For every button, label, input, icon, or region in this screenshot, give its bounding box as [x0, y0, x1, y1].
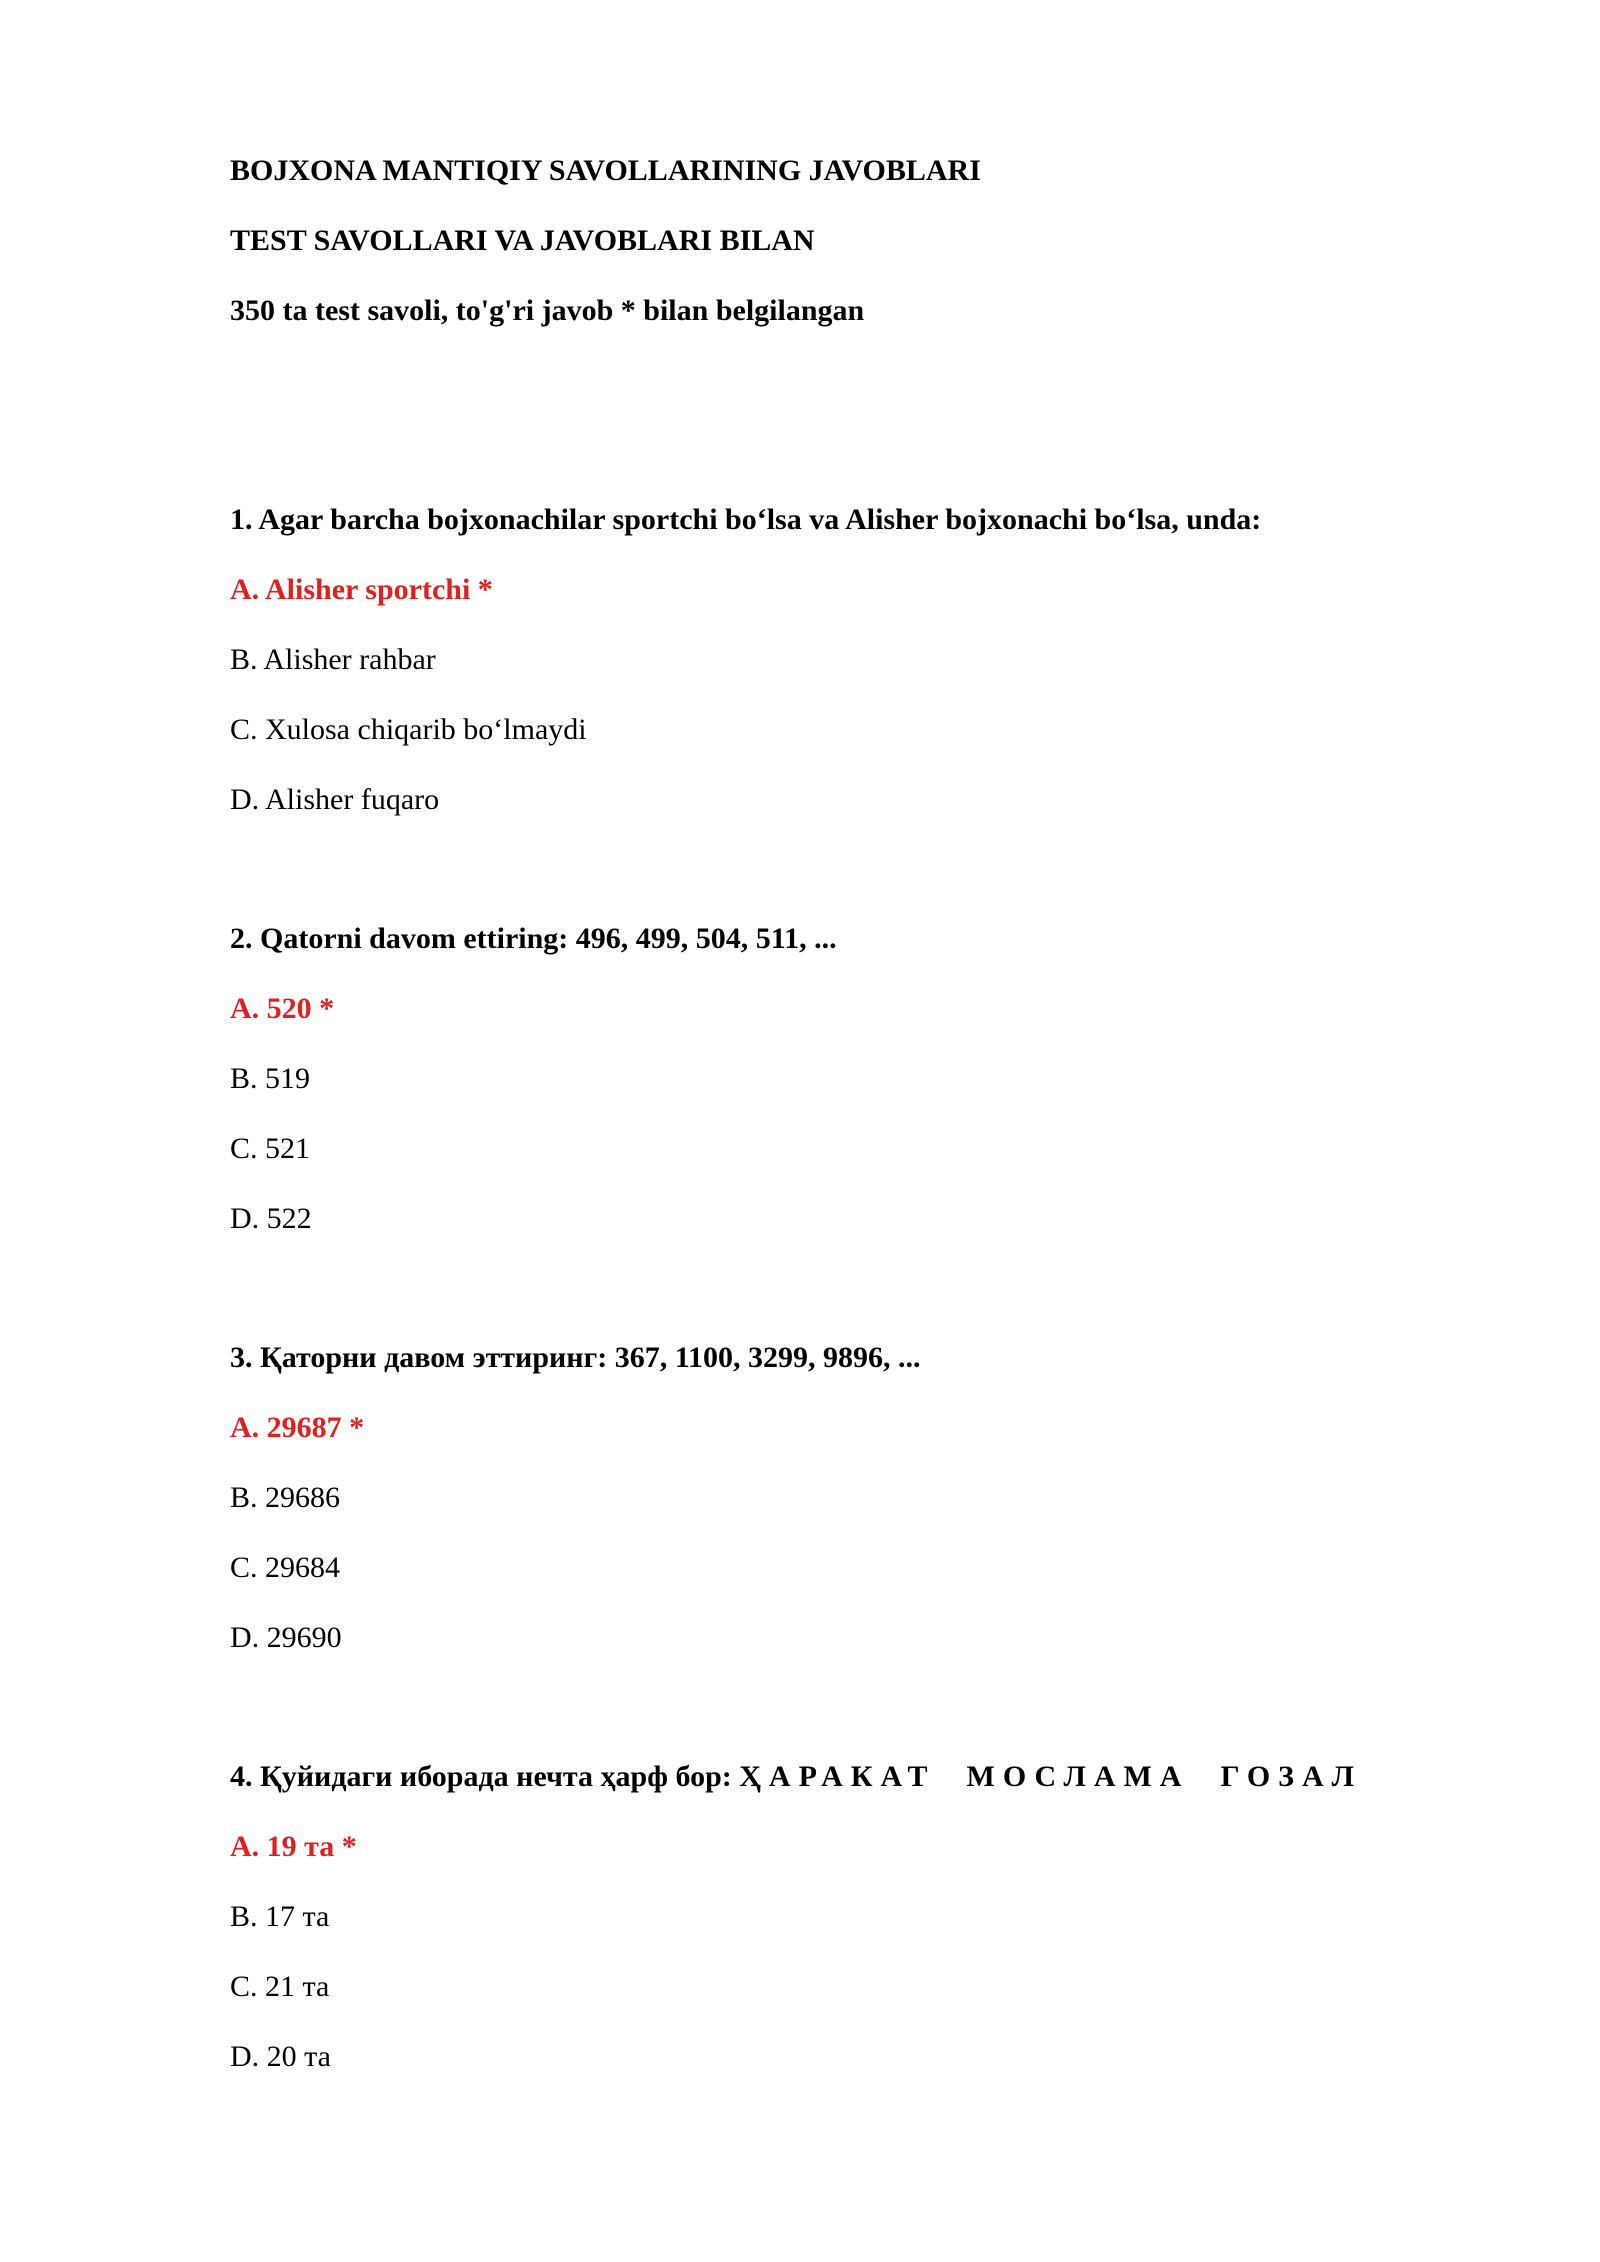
question-4-option-a-correct: A. 19 та *: [230, 1830, 357, 1863]
question-4-option-d: D. 20 та: [230, 2040, 331, 2073]
question-2-option-a-correct: A. 520 *: [230, 992, 335, 1025]
question-3-option-b: B. 29686: [230, 1481, 341, 1514]
question-4-option-c: C. 21 та: [230, 1970, 330, 2003]
document-subtitle: 350 ta test savoli, to'g'ri javob * bilan belgilangan: [230, 294, 865, 327]
document-title: BOJXONA MANTIQIY SAVOLLARINING JAVOBLARI: [230, 154, 981, 187]
question-1-option-b: B. Alisher rahbar: [230, 643, 436, 676]
document-title-secondary: TEST SAVOLLARI VA JAVOBLARI BILAN: [230, 224, 815, 257]
question-3-text: 3. Қаторни давом эттиринг: 367, 1100, 3299, 9896, ...: [230, 1341, 921, 1374]
question-2-text: 2. Qatorni davom ettiring: 496, 499, 504, 511, ...: [230, 922, 837, 955]
question-2-option-c: C. 521: [230, 1132, 311, 1165]
question-4-text-prefix: 4. Қуйидаги иборада нечта ҳарф бор:: [230, 1760, 740, 1793]
question-3-option-c: C. 29684: [230, 1551, 341, 1584]
question-4-text: [230, 1759, 1362, 1795]
question-4-option-b: B. 17 та: [230, 1900, 330, 1933]
question-4-text-letters: ҲАРАКАТ МОСЛАМА ГОЗАЛ: [739, 1760, 1363, 1793]
question-2-option-b: B. 519: [230, 1062, 311, 1095]
question-3-option-a-correct: A. 29687 *: [230, 1411, 365, 1444]
question-1-text: 1. Agar barcha bojxonachilar sportchi bo‘lsa va Alisher bojxonachi bo‘lsa, unda:: [230, 503, 1262, 536]
question-1-option-a-correct: A. Alisher sportchi *: [230, 573, 493, 606]
question-1-option-d: D. Alisher fuqaro: [230, 783, 440, 816]
question-1-option-c: C. Xulosa chiqarib bo‘lmaydi: [230, 713, 587, 746]
question-2-option-d: D. 522: [230, 1202, 312, 1235]
question-3-option-d: D. 29690: [230, 1621, 342, 1654]
